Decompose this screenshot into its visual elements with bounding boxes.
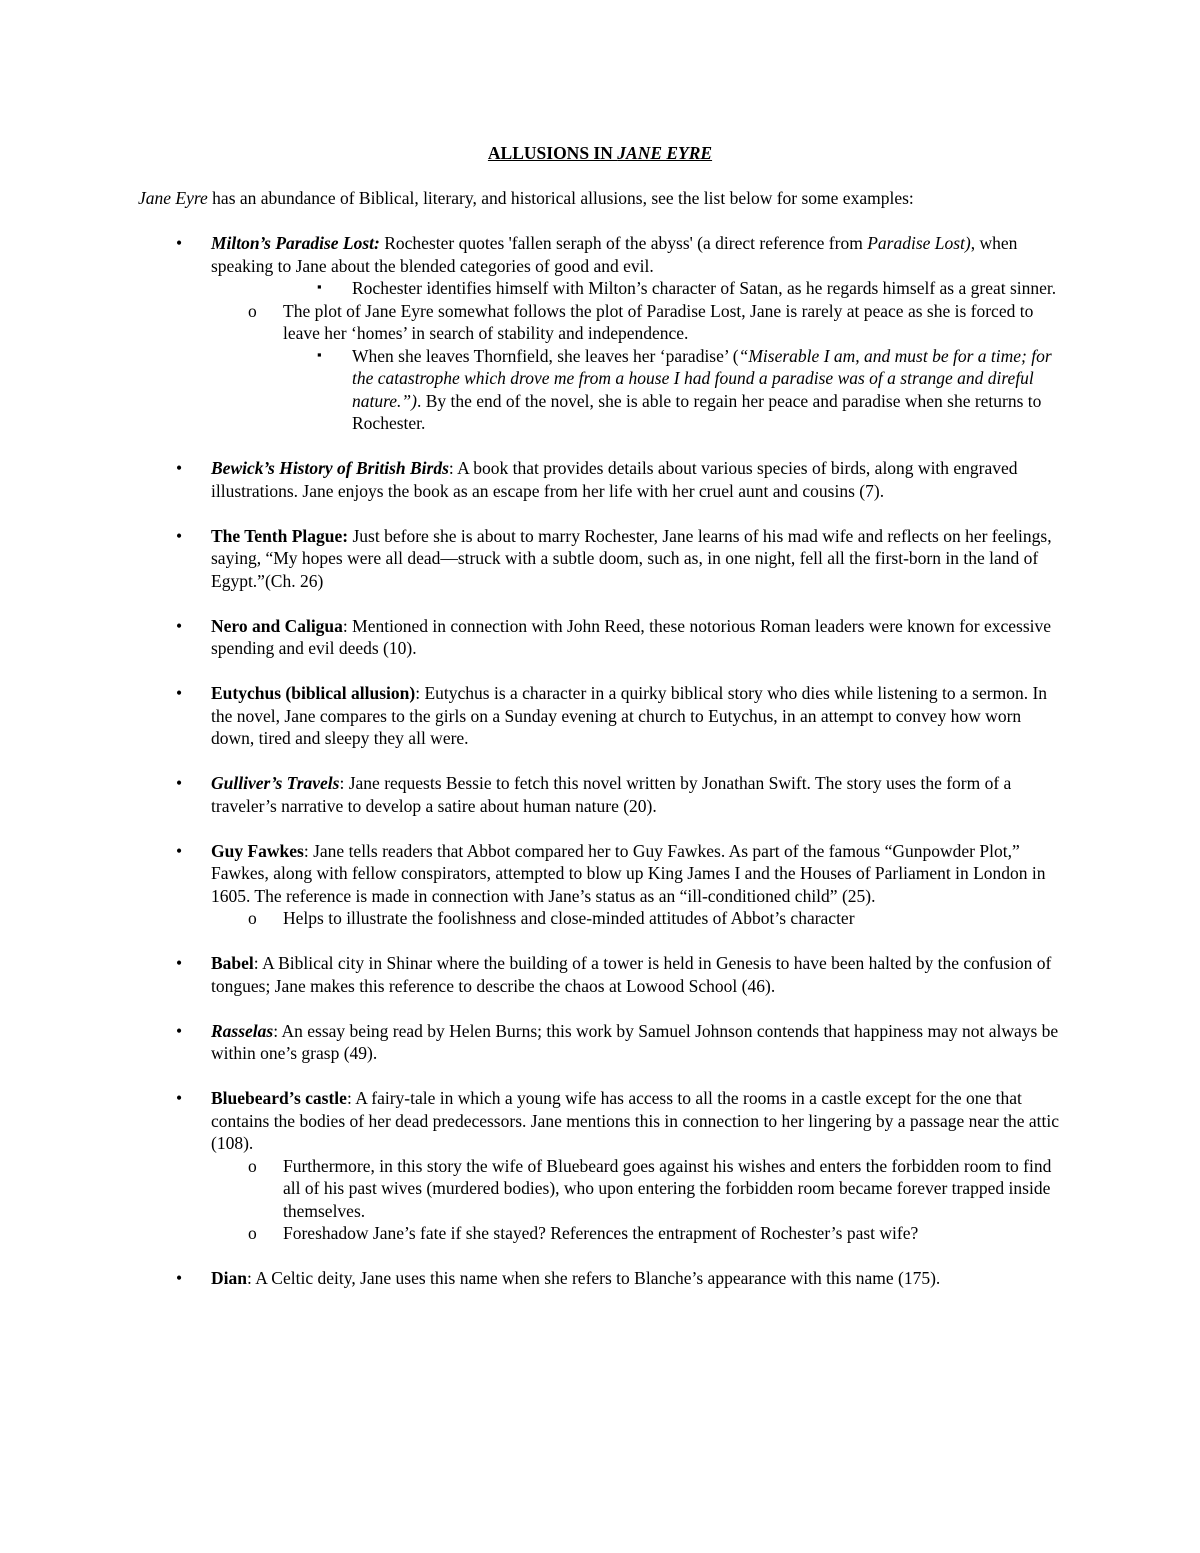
sub-sub-item-text: Rochester identifies himself with Milton’s character of Satan, as he regards himself as a great sinner. [352,278,1057,298]
item-text: : Jane requests Bessie to fetch this novel written by Jonathan Swift. The story uses the form of a traveler’s narrative to develop a satire about human nature (20). [211,773,1012,816]
item-term: Guy Fawkes [211,840,304,861]
sub-item-text: Foreshadow Jane’s fate if she stayed? References the entrapment of Rochester’s past wife? [283,1223,919,1243]
list-item-dian [0,1267,1059,1290]
item-italic: Paradise Lost) [867,233,971,253]
item-text: : An essay being read by Helen Burns; this work by Samuel Johnson contends that happiness may not always be within one’s grasp (49). [211,1020,1059,1063]
item-text: : A Biblical city in Shinar where the building of a tower is held in Genesis to have been halted by the confusion of tongues; Jane makes this reference to describe the chaos at Lowood School (46). [211,953,1052,996]
page-title [0,142,1200,165]
item-term: Nero and Caligua [211,615,343,636]
item-text: : Eutychus is a character in a quirky biblical story who dies while listening to a sermon. In the novel, Jane compares to the girls on a Sunday evening at church to Eutychus, in an attempt to convey how worn down, tired and sleepy they all were. [211,683,1048,748]
title-prefix: ALLUSIONS IN [487,143,618,163]
circle-bullet-icon: o [248,1155,257,1176]
bullet-icon: • [176,953,183,973]
intro-text: has an abundance of Biblical, literary, and historical allusions, see the list below for some examples: [207,188,914,208]
item-term: Bluebeard’s castle [211,1088,347,1108]
quote-italic: “Miserable I am, and must be for a time; for the catastrophe which drove me from a house I had found a paradise was of a strange and direful nature.”) [352,345,1052,411]
item-text: Just before she is about to marry Rochester, Jane learns of his mad wife and reflects on her feelings, saying, “My hopes were all dead—struck with a subtle doom, such as, in one night, fell all the first-born in the land of Egypt.”(Ch. 26) [211,525,1052,591]
item-text: : A Celtic deity, Jane uses this name when she refers to Blanche’s appearance with this name (175). [246,1268,941,1288]
list-item-bluebeard [0,1087,1059,1245]
sub-sub-item-text: When she leaves Thornfield, she leaves her ‘paradise’ ( [352,345,739,366]
list-item-bewick [0,457,1059,502]
list-item-tenth-plague [0,525,1059,593]
item-term: The Tenth Plague: [211,525,349,546]
allusions-list [0,232,1200,1290]
sub-sub-item [211,345,1059,435]
sub-item [211,1222,1059,1245]
item-term: Milton’s Paradise Lost: [211,233,380,253]
item-term: Eutychus (biblical allusion) [211,683,416,703]
item-term: Dian [211,1268,247,1288]
item-text: , when speaking to Jane about the blended categories of good and evil. [211,233,1018,276]
bullet-icon: • [176,840,183,861]
list-item-rasselas [0,1020,1059,1065]
sub-item [211,1155,1059,1223]
bullet-icon: • [176,1020,183,1041]
sub-sub-item-text: . By the end of the novel, she is able to regain her peace and paradise when she returns to Rochester. [352,390,1042,433]
item-term: Bewick’s History of British Birds [211,458,449,478]
item-term: Rasselas [211,1020,274,1041]
sub-item [211,907,1059,930]
list-item-gulliver [0,772,1059,817]
item-text: : A book that provides details about various species of birds, along with engraved illustrations. Jane enjoys the book as an escape from her life with her cruel aunt and cousins (7). [211,458,1018,501]
intro-paragraph [138,187,1088,210]
bullet-icon: • [176,1268,183,1288]
bullet-icon: • [176,683,183,703]
bullet-icon: • [176,773,183,793]
item-term: Babel [211,953,254,973]
item-term: Gulliver’s Travels [211,773,340,793]
sub-item-text: The plot of Jane Eyre somewhat follows the plot of Paradise Lost, Jane is rarely at peace as she is forced to leave her ‘homes’ in search of stability and independence. [283,300,1034,343]
item-text: Rochester quotes 'fallen seraph of the abyss' (a direct reference from [379,233,868,253]
list-item-guy-fawkes [0,840,1059,930]
item-text: : A fairy-tale in which a young wife has access to all the rooms in a castle except for the one that contains the bodies of her dead predecessors. Jane mentions this in connection to her lingering by a passage near the attic (108). [211,1088,1059,1153]
list-item-eutychus [0,682,1059,750]
item-text: : Mentioned in connection with John Reed, these notorious Roman leaders were known for excessive spending and evil deeds (10). [211,615,1052,658]
list-item-babel [0,952,1059,997]
bullet-icon: • [176,233,183,253]
sub-item [211,300,1059,345]
circle-bullet-icon: o [248,300,257,321]
sub-item-text: Helps to illustrate the foolishness and close-minded attitudes of Abbot’s character [283,908,855,928]
bullet-icon: • [176,1088,183,1108]
list-item-paradise-lost [0,232,1059,435]
title-italic: JANE EYRE [617,143,713,163]
circle-bullet-icon: o [248,908,257,928]
sub-item-text: Furthermore, in this story the wife of Bluebeard goes against his wishes and enters the forbidden room to find all of his past wives (murdered bodies), who upon entering the forbidden room became forever trapped inside themselves. [283,1155,1052,1221]
circle-bullet-icon: o [248,1223,257,1243]
list-item-nero [0,615,1059,660]
item-text: : Jane tells readers that Abbot compared her to Guy Fawkes. As part of the famous “Gunpowder Plot,” Fawkes, along with fellow conspirators, attempted to blow up King James I and the Houses of Parliament in London in 1605. The reference is made in connection with Jane’s status as an “ill-conditioned child” (25). [211,840,1046,906]
square-bullet-icon: ▪ [317,346,322,362]
sub-sub-item [211,277,1059,300]
bullet-icon: • [176,458,183,478]
bullet-icon: • [176,615,183,636]
intro-book-title: Jane Eyre [138,188,208,208]
bullet-icon: • [176,525,183,546]
square-bullet-icon: ▪ [317,279,322,294]
